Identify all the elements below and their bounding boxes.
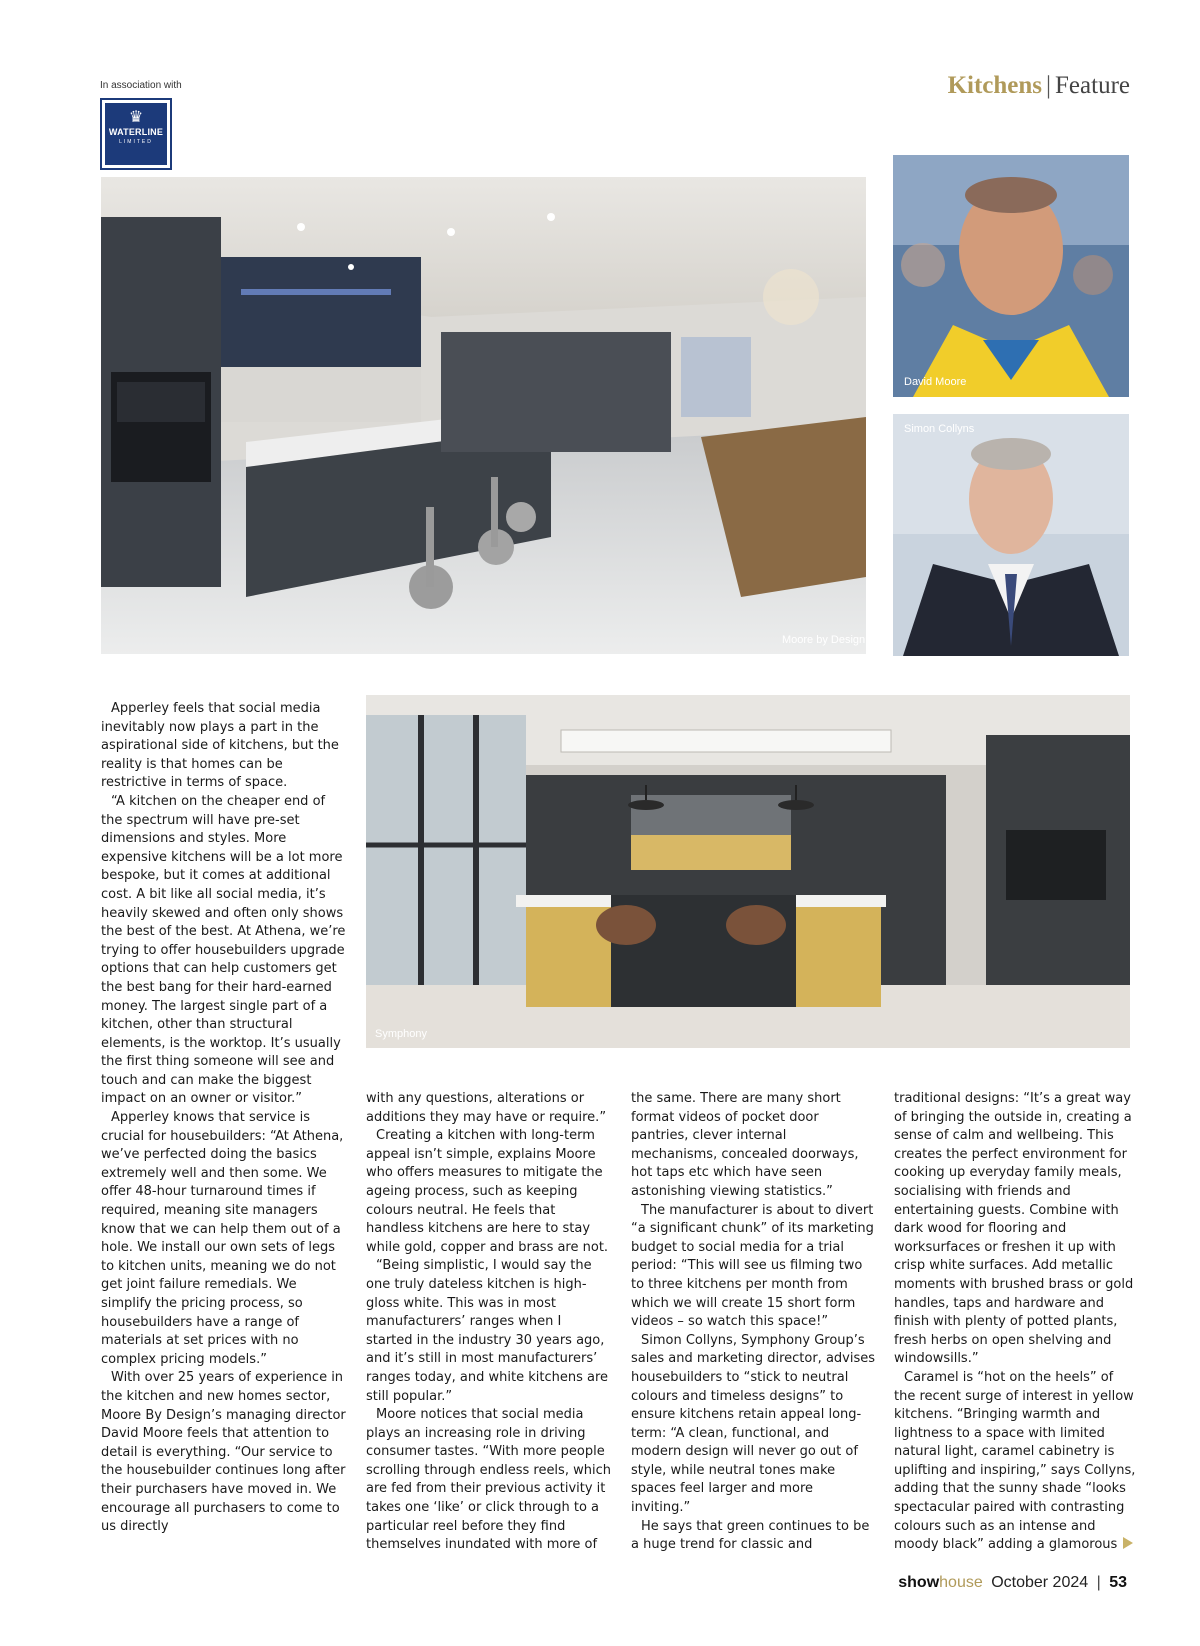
paragraph: “Being simplistic, I would say the one truly dateless kitchen is high-gloss white. This was in most manufacturers’ ranges when I started in the industry 30 years ago, and it’s still in most manufacturers’ ranges today, and white kitchens are still popular.”	[366, 1258, 609, 1404]
paragraph: With over 25 years of experience in the kitchen and new homes sector, Moore By Design’s managing director David Moore feels that attention to detail is everything. “Our service to the housebuilder continues long after their purchasers have moved in. We encourage all purchasers to come to us directly	[101, 1370, 346, 1535]
article-column-1	[101, 700, 346, 1537]
paragraph: Creating a kitchen with long-term appeal isn’t simple, explains Moore who offers measures to mitigate the ageing process, such as keeping colours neutral. He feels that handless kitchens are here to stay while gold, copper and brass are not.	[366, 1128, 609, 1255]
portrait2-caption: Simon Collyns	[904, 423, 975, 435]
article-column-3	[631, 1090, 876, 1555]
paragraph: Moore notices that social media plays an increasing role in driving consumer tastes. “With more people scrolling through endless reels, which are fed from their previous activity it takes one ‘like’ or click through to a particular reel before they find themselves inundated with more of	[366, 1407, 611, 1553]
paragraph: Apperley knows that service is crucial for housebuilders: “At Athena, we’ve perfected doing the basics extremely well and then some. We offer 48-hour turnaround times if required, meaning site managers know that we can help them out of a hole. We install our own sets of legs to kitchen units, meaning we do not get joint failure remedials. We simplify the pricing process, so housebuilders have a range of materials at set prices with no complex pricing models.”	[101, 1110, 344, 1367]
paragraph: with any questions, alterations or additions they may have or require.”	[366, 1091, 607, 1125]
paragraph: traditional designs: “It’s a great way of bringing the outside in, creating a sense of calm and wellbeing. This creates the perfect environment for cooking up everyday family meals, socialising with friends and entertaining guests. Combine with dark wood for flooring and worksurfaces or freshen it up with crisp white surfaces. Add metallic moments with brushed brass or gold handles, taps and hardware and finish with plenty of potted plants, fresh herbs on open shelving and windowsills.”	[894, 1091, 1134, 1367]
article-column-2	[366, 1090, 611, 1555]
footer-brand-light: house	[939, 1574, 983, 1591]
footer-date: October 2024	[991, 1574, 1089, 1591]
main-kitchen-photo	[101, 177, 866, 654]
waterline-logo	[100, 98, 172, 170]
header-separator: |	[1046, 72, 1052, 99]
main-photo-caption: Moore by Design	[782, 634, 866, 646]
paragraph-text: Caramel is “hot on the heels” of the recent surge of interest in yellow kitchens. “Bringing warmth and lightness to a space with limited natural light, caramel cabinetry is uplifting and inspiring,” says Collyns, adding that the sunny shade “looks spectacular paired with contrasting colours such as an intense and moody black” adding a glamorous	[894, 1369, 1136, 1553]
logo-sub: LIMITED	[119, 139, 153, 145]
paragraph: “A kitchen on the cheaper end of the spectrum will have pre-set dimensions and styles. More expensive kitchens will be a lot more bespoke, but it comes at additional cost. A bit like all social media, it’s heavily skewed and often only shows the best of the best. At Athena, we’re trying to offer housebuilders upgrade options that can help customers get the best bang for their hard-earned money. The largest single part of a kitchen, other than structural elements, is the worktop. It’s usually the first thing someone will see and touch and can make the biggest impact on an owner or visitor.”	[101, 793, 346, 1107]
portrait-simon-collyns	[893, 414, 1129, 656]
page-number: 53	[1109, 1574, 1127, 1591]
paragraph: The manufacturer is about to divert “a significant chunk” of its marketing budget to social media for a trial period: “This will see us filming two to three kitchens per month from which we will create 15 short form videos – so watch this space!”	[631, 1202, 874, 1330]
second-photo-caption: Symphony	[375, 1028, 427, 1040]
logo-name: WATERLINE	[108, 127, 164, 137]
paragraph: He says that green continues to be a huge trend for classic and	[631, 1518, 870, 1553]
paragraph	[894, 1369, 1138, 1555]
section-header	[948, 72, 1130, 100]
footer-brand-bold: show	[898, 1574, 940, 1591]
paragraph: Apperley feels that social media inevitably now plays a part in the aspirational side of kitchens, but the reality is that homes can be restrictive in terms of space.	[101, 701, 339, 791]
section-title: Kitchens	[947, 72, 1043, 99]
paragraph: the same. There are many short format videos of pocket door pantries, clever internal mechanisms, concealed doorways, hot taps etc which have seen astonishing viewing statistics.”	[631, 1091, 859, 1199]
footer-separator: |	[1096, 1574, 1101, 1591]
page-footer	[898, 1574, 1127, 1592]
symphony-kitchen-photo	[366, 695, 1130, 1048]
paragraph: Simon Collyns, Symphony Group’s sales and marketing director, advises housebuilders to “stick to neutral colours and timeless designs” to ensure kitchens retain appeal long-term: “A clean, functional, and modern design will never go out of style, while neutral tones make spaces feel larger and more inviting.”	[631, 1332, 876, 1516]
article-column-4	[894, 1090, 1138, 1555]
section-category: Feature	[1055, 72, 1130, 99]
association-label: In association with	[100, 80, 182, 91]
continue-arrow-icon	[1123, 1537, 1133, 1549]
portrait-david-moore	[893, 155, 1129, 397]
crown-icon: ♛	[128, 109, 144, 126]
portrait1-caption: David Moore	[904, 376, 967, 388]
